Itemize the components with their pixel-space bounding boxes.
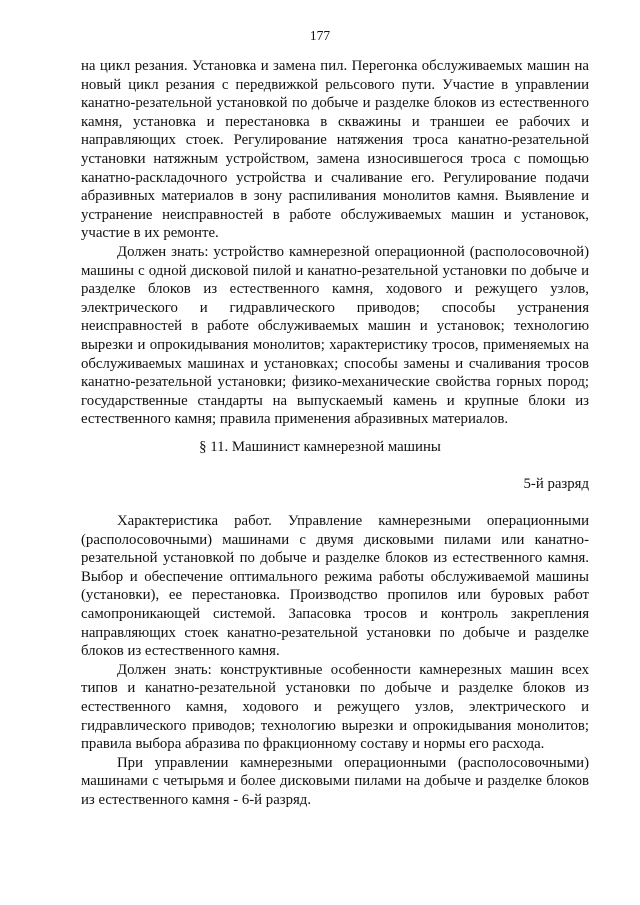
page-number: 177 — [309, 28, 331, 43]
grade-note-paragraph: При управлении камнерезными операционными (располосовочными) машинами с четырьмя и более дисковыми пилами на добыче и разделке блоков из естественного камня - 6-й разряд. — [81, 754, 589, 808]
section-body — [81, 512, 589, 810]
section-heading: § 11. Машинист камнерезной машины — [199, 439, 441, 455]
knowledge-requirements-paragraph: Должен знать: устройство камнерезной операционной (располосовочной) машины с одной дисковой пилой и канатно-резательной установки по добыче и разделке блоков из естественного камня, ходового и режущего узлов, электрического и гидравлического приводов; способы устранения неисправностей в работе обслуживаемых машин и установок; технологию вырезки и опрокидывания монолитов; характеристику тросов, применяемых на обслуживаемых машинах и установках; способы замены и счаливания тросов канатно-резательной установки; физико-механические свойства горных пород; государственные стандарты на выпускаемый камень и крупные блоки из естественного камня; правила применения абразивных материалов. — [81, 243, 589, 428]
work-description-paragraph: на цикл резания. Установка и замена пил. Перегонка обслуживаемых машин на новый цикл резания с передвижкой рельсового пути. Участие в управлении канатно-резательной установкой по добыче и разделке блоков из естественного камня, установка и перестановка в скважины и траншеи ее рабочих и направляющих стоек. Регулирование натяжения троса канатно-резательной установки натяжным устройством, замена износившегося троса с помощью канатно-раскладочного устройства и счаливание его. Регулирование подачи абразивных материалов в зону распиливания монолитов камня. Выявление и устранение неисправностей в работе обслуживаемых машин и установок, участие в их ремонте. — [81, 58, 589, 242]
section-knowledge-paragraph: Должен знать: конструктивные особенности камнерезных машин всех типов и канатно-резательной установки по добыче и разделке блоков из естественного камня, ходового и режущего узлов, электрического и гидравлического приводов; технологию вырезки и опрокидывания монолитов; правила выбора абразива по фракционному составу и нормы его расхода. — [81, 661, 589, 753]
grade-label: 5-й разряд — [523, 476, 589, 492]
work-characteristics-paragraph: Характеристика работ. Управление камнерезными операционными (располосовочными) машинами с двумя дисковыми пилами или канатно-резательной установкой по добыче и разделке блоков из естественного камня. Выбор и обеспечение оптимального режима работы обслуживаемой машины (установки), ее перестановка. Производство пропилов или буровых работ самопроникающей системой. Запасовка тросов и контроль закрепления направляющих стоек канатно-резательной установки по добыче и разделке блоков из естественного камня. — [81, 513, 589, 660]
continuation-text — [81, 57, 589, 429]
